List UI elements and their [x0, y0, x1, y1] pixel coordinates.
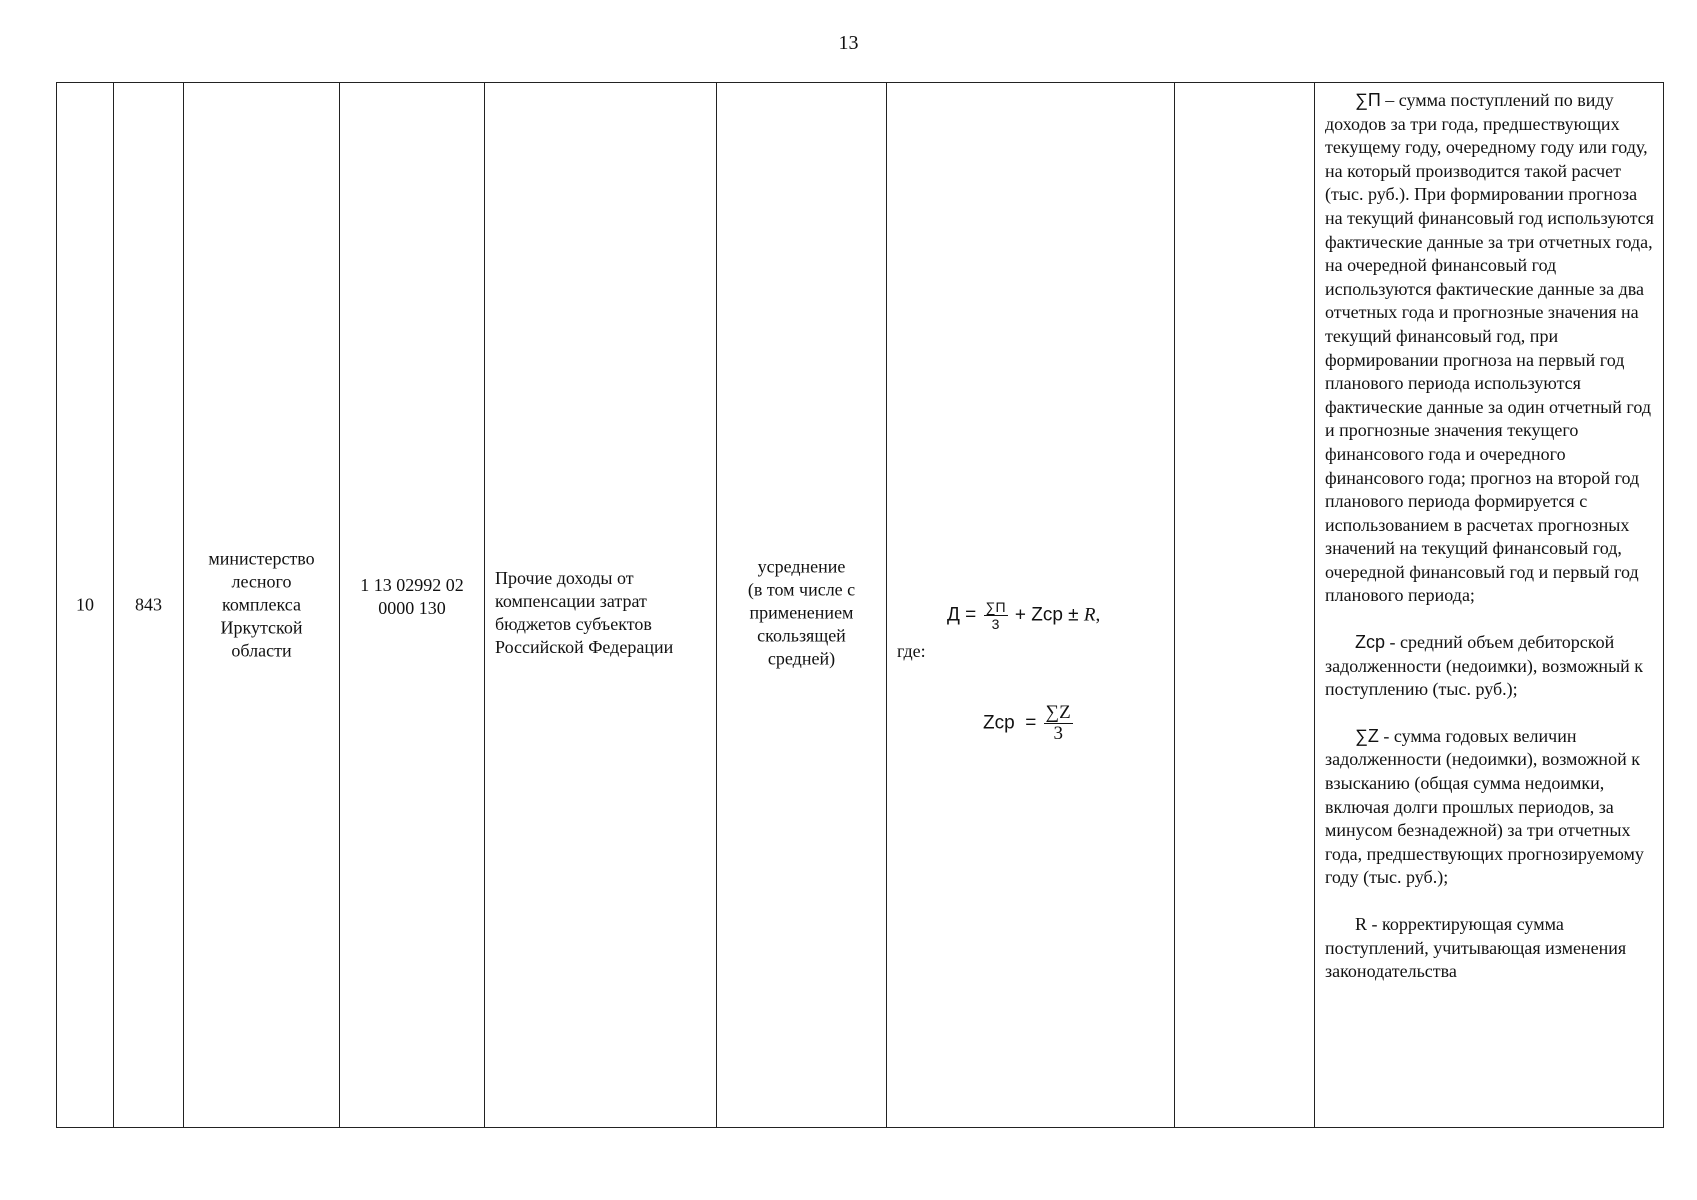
- formula-where-label: где:: [897, 641, 926, 661]
- description-text: - сумма годовых величин задолженности (недоимки), возможной к взысканию (общая сумма недоимки, включая долги прошлых периодов, за минусом безнадежной) за три отчетных года, предшествующих прогнозируемому году (тыс. руб.);: [1325, 725, 1644, 888]
- formula-fraction-sum-p: [984, 599, 1008, 632]
- calculation-method: усреднение (в том числе с применением скользящей средней): [747, 556, 856, 669]
- symbol: Zср: [1355, 632, 1386, 653]
- cell-administrator: [183, 82, 339, 1128]
- formula-zcp: Zср: [983, 712, 1015, 734]
- cell-method: [716, 82, 886, 1128]
- description-sum-z: [1325, 725, 1657, 890]
- row-number: 10: [76, 594, 94, 615]
- formula-fraction-sum-z: [1044, 703, 1073, 744]
- description-text: – сумма поступлений по виду доходов за три года, предшествующих текущему году, очередному году или году, на который производится такой расчет (тыс. руб.). При формировании прогноза на текущий финансовый год используются фактические данные за три отчетных года, на очередной финансовый год используются фактические данные за два отчетных года и прогнозные значения на текущий финансовый год, при формировании прогноза на первый год планового периода используются фактические данные за один отчетный год и прогнозные значения текущего финансового года и очередного финансового года; прогноз на второй год планового периода формируется с использованием в расчетах прогнозных значений на текущий финансовый год, очередной финансовый год и первый год планового периода;: [1325, 90, 1654, 606]
- cell-row-number: [56, 82, 113, 1128]
- cell-income-name: [484, 82, 716, 1128]
- income-name: Прочие доходы от компенсации затрат бюджетов субъектов Российской Федерации: [495, 568, 674, 657]
- page-number: 13: [838, 32, 859, 54]
- description-text: - средний объем дебиторской задолженности (недоимки), возможный к поступлению (тыс. руб.);: [1325, 632, 1644, 700]
- description-sum-p: [1325, 89, 1657, 608]
- formula-r: R: [1083, 604, 1096, 626]
- formula-rest: + Zср ±: [1014, 604, 1084, 626]
- fraction-numerator: ∑П: [985, 599, 1006, 615]
- description-zcp: [1325, 631, 1657, 702]
- administrator-name: министерство лесного комплекса Иркутской области: [208, 548, 315, 661]
- symbol: ∑Z: [1355, 725, 1379, 746]
- cell-formula: [886, 82, 1174, 1128]
- cell-description: [1314, 82, 1664, 1128]
- symbol: ∑П: [1355, 90, 1381, 110]
- income-forecast-table: [56, 82, 1664, 1128]
- symbol: R: [1355, 914, 1368, 934]
- formula-d: Д: [947, 604, 960, 626]
- kbk-code: 1 13 02992 02 0000 130: [360, 575, 464, 618]
- admin-code: 843: [135, 594, 162, 615]
- formula-comma: ,: [1095, 604, 1101, 626]
- main-formula: Д = $\frac{\sum П}{3}$ + Zср ± R,: [947, 599, 1101, 632]
- fraction-numerator: ∑Z: [1045, 702, 1071, 723]
- fraction-denominator: 3: [1053, 723, 1063, 744]
- cell-empty: [1174, 82, 1314, 1128]
- cell-admin-code: [113, 82, 183, 1128]
- formula-description: [1325, 89, 1657, 1007]
- zcp-formula: Zср = $\frac{\sum Z}{3}$: [983, 702, 1071, 744]
- description-r: [1325, 913, 1657, 984]
- description-text: - корректирующая сумма поступлений, учитывающая изменения законодательства: [1325, 914, 1627, 982]
- fraction-denominator: 3: [991, 616, 1000, 632]
- cell-kbk: [339, 82, 484, 1128]
